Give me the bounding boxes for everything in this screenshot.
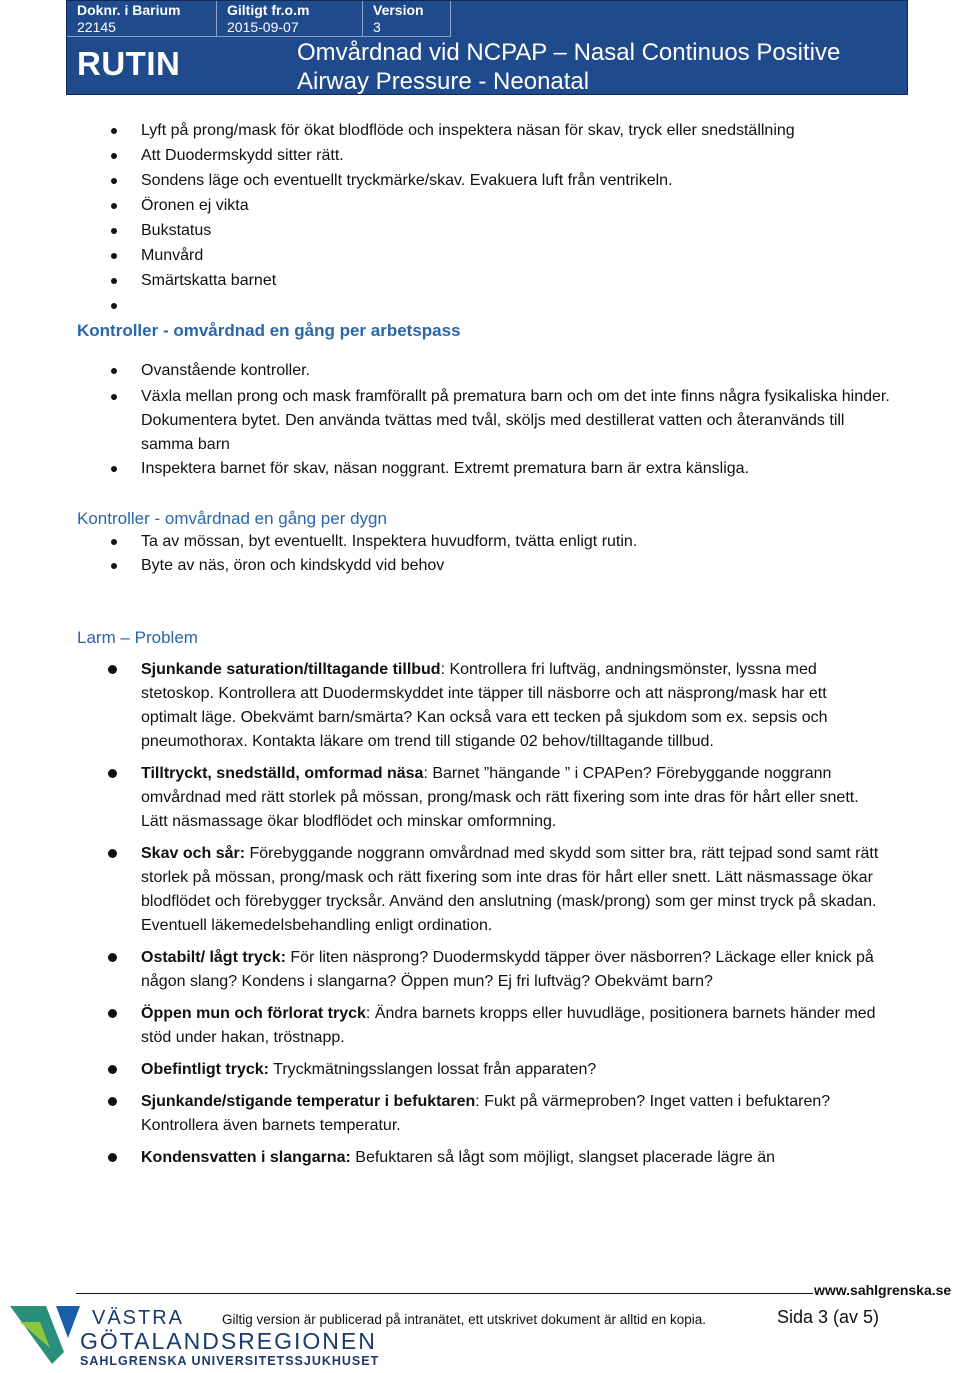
list-item [0,294,855,318]
problem-item: Öppen mun och förlorat tryck: Ändra barnets kropps eller huvudläge, positionera barnets händer med stöd under hakan, tröstnapp. [0,1002,960,1050]
bullet-icon [111,466,117,472]
footer-note: Giltig version är publicerad på intranätet, ett utskrivet dokument är alltid en kopia. [222,1312,707,1327]
bullet-icon [111,394,117,400]
bullet-icon [111,153,117,159]
list-item: Byte av näs, öron och kindskydd vid behov [0,554,697,578]
bullet-icon [111,303,117,309]
section-heading-larm: Larm – Problem [77,628,198,647]
problem-item: Tilltryckt, snedställd, omformad näsa: Barnet ”hängande ” i CPAPen? Förebyggande noggrann omvårdnad med rätt storlek på mössan, prong/mask och rätt fixering som inte dras för hårt eller snett. Lätt näsmassage ökar blodflödet och minskar omformning. [0,762,960,834]
version-cell [363,1,451,37]
giltigt-value: 2015-09-07 [227,19,299,35]
list-item: Växla mellan prong och mask framförallt på prematura barn och om det inte finns några fysikaliska hinder. Dokumentera bytet. Den använda tvättas med tvål, sköljs med destillerat vatten och återanvänds till samma barn [0,385,960,457]
list-item: Ta av mössan, byt eventuellt. Inspektera huvudform, tvätta enligt rutin. [0,530,697,554]
version-label: Version [373,2,424,18]
bullet-icon [108,1153,117,1162]
list-item: Lyft på prong/mask för ökat blodflöde och inspektera näsan för skav, tryck eller snedställning [0,119,855,143]
bullet-icon [111,203,117,209]
problem-item: Ostabilt/ lågt tryck: För liten näsprong? Duodermskydd täpper över näsborren? Läckage eller knick på någon slang? Kondens i slangarna? Öppen mun? Ej fri luftväg? Obekvämt barn? [0,946,960,994]
giltigt-cell [217,1,363,37]
section-heading-dygn: Kontroller - omvårdnad en gång per dygn [77,509,387,528]
bullet-icon [108,1065,117,1074]
bullet-icon [108,1097,117,1106]
list-item: Ovanstående kontroller. [0,359,960,383]
bullet-icon [111,128,117,134]
logo-line-1: VÄSTRA [92,1307,185,1329]
problem-item: Obefintligt tryck: Tryckmätningsslangen lossat från apparaten? [0,1058,960,1082]
header-meta [67,1,451,37]
footer-divider [76,1293,813,1294]
bullet-icon [108,953,117,962]
bullet-icon [108,769,117,778]
doc-type: RUTIN [77,45,181,82]
bullet-icon [108,1009,117,1018]
doc-title: Omvårdnad vid NCPAP – Nasal Continuos Positive Airway Pressure - Neonatal [297,39,841,95]
bullet-icon [108,665,117,674]
logo-line-3: SAHLGRENSKA UNIVERSITETSSJUKHUSET [80,1354,380,1368]
section-heading-arbetspass: Kontroller - omvårdnad en gång per arbetspass [77,321,461,340]
doknr-value: 22145 [77,19,116,35]
list-item: Bukstatus [0,219,855,243]
bullet-icon [111,563,117,569]
bullet-icon [111,178,117,184]
footer-url: www.sahlgrenska.se [814,1282,952,1298]
list-item: Smärtskatta barnet [0,269,855,293]
list-item: Inspektera barnet för skav, näsan noggrant. Extremt prematura barn är extra känsliga. [0,457,960,481]
doknr-cell [67,1,217,37]
logo-line-2: GÖTALANDSREGIONEN [80,1328,377,1354]
problem-item: Sjunkande saturation/tilltagande tillbud: Kontrollera fri luftväg, andningsmönster, lyssna med stetoskop. Kontrollera att Duodermskyddet inte täpper till näsborre och att näsprong/mask har ett optimalt läge. Obekvämt barn/smärta? Kan också vara ett tecken på sjukdom som ex. sepsis och pneumothorax. Kontakta läkare om trend till stigande 02 behov/tilltagande tillbud. [0,658,960,754]
bullet-icon [111,368,117,374]
list-item: Att Duodermskydd sitter rätt. [0,144,855,168]
giltigt-label: Giltigt fr.o.m [227,2,310,18]
version-value: 3 [373,19,381,35]
checklist-2 [0,359,960,481]
list-item: Sondens läge och eventuellt tryckmärke/skav. Evakuera luft från ventrikeln. [0,169,855,193]
checklist-3 [0,530,697,578]
bullet-icon [111,278,117,284]
bullet-icon [111,539,117,545]
bullet-icon [111,253,117,259]
doknr-label: Doknr. i Barium [77,2,181,18]
bullet-icon [111,228,117,234]
checklist-1 [0,119,855,318]
problem-item: Kondensvatten i slangarna: Befuktaren så lågt som möjligt, slangset placerade lägre än [0,1146,960,1170]
problem-list [0,658,960,1178]
list-item: Öronen ej vikta [0,194,855,218]
list-item: Munvård [0,244,855,268]
document-header [66,0,908,95]
problem-item: Skav och sår: Förebyggande noggrann omvårdnad med skydd som sitter bra, rätt tejpad sond samt rätt storlek på mössan, prong/mask och rätt fixering som inte dras för hårt eller snett. Lätt näsmassage ökar blodflödet och förebygger trycksår. Använd den anslutning (mask/prong) som ger minst tryck på skadan. Eventuell läkemedelsbehandling enligt ordination. [0,842,960,938]
page-number: Sida 3 (av 5) [777,1307,880,1327]
problem-item: Sjunkande/stigande temperatur i befuktaren: Fukt på värmeproben? Inget vatten i befuktaren? Kontrollera även barnets temperatur. [0,1090,960,1138]
bullet-icon [108,849,117,858]
